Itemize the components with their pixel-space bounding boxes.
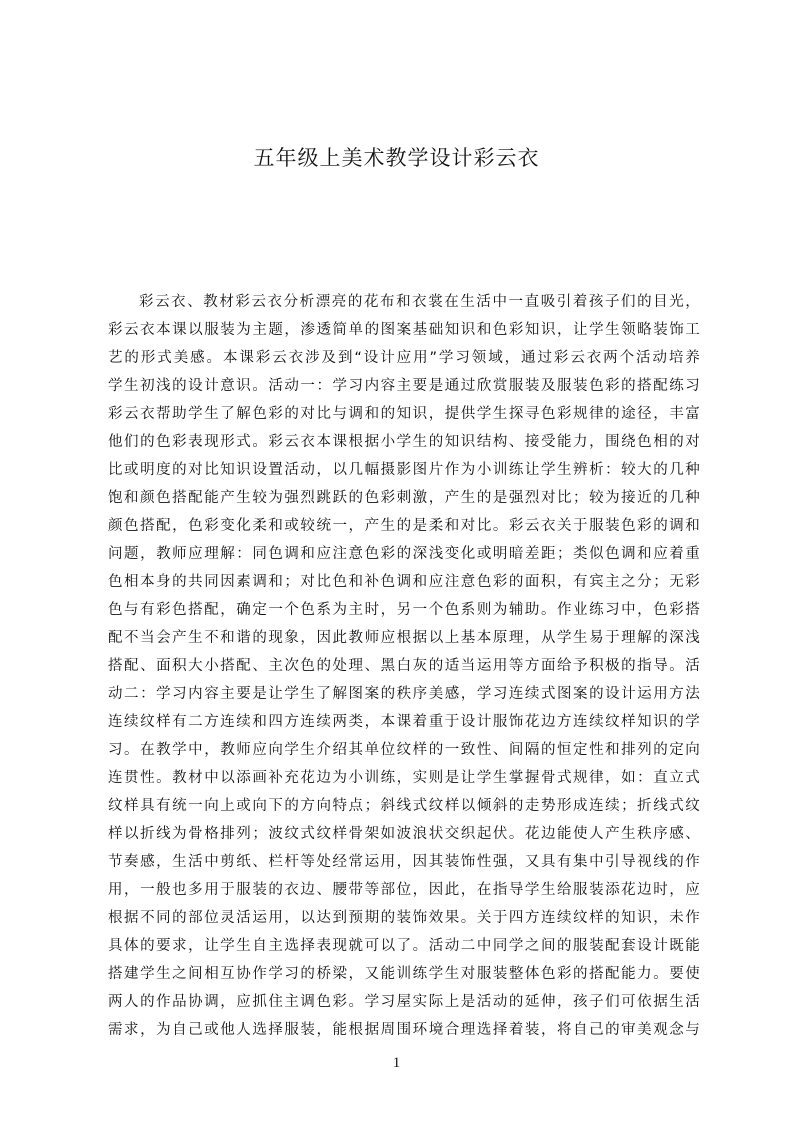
text-line: 饱和颜色搭配能产生较为强烈跳跃的色彩刺激，产生的是强烈对比；较为接近的几种 — [108, 490, 700, 506]
text-line: 颜色搭配，色彩变化柔和或较统一，产生的是柔和对比。彩云衣关于服装色彩的调和 — [108, 518, 700, 534]
text-line: 具体的要求，让学生自主选择表现就可以了。活动二中同学之间的服装配套设计既能 — [108, 938, 700, 954]
text-line: 彩云衣、教材彩云衣分析漂亮的花布和衣裳在生活中一直吸引着孩子们的目光， — [139, 294, 700, 310]
text-line: 色相本身的共同因素调和；对比色和补色调和应注意色彩的面积，有宾主之分；无彩 — [108, 574, 700, 590]
text-line: 比或明度的对比知识设置活动，以几幅摄影图片作为小训练让学生辨析：较大的几种 — [108, 462, 700, 478]
text-line: 用，一般也多用于服装的衣边、腰带等部位，因此，在指导学生给服装添花边时，应 — [108, 882, 700, 898]
text-line: 学生初浅的设计意识。活动一：学习内容主要是通过欣赏服装及服装色彩的搭配练习 — [108, 378, 700, 394]
text-line: 样以折线为骨格排列；波纹式纹样骨架如波浪状交织起伏。花边能使人产生秩序感、 — [108, 826, 700, 842]
text-line: 习。在教学中，教师应向学生介绍其单位纹样的一致性、间隔的恒定性和排列的定向 — [108, 742, 700, 758]
text-line: 动二：学习内容主要是让学生了解图案的秩序美感，学习连续式图案的设计运用方法 — [108, 686, 700, 702]
body-paragraph — [108, 288, 700, 1044]
text-line: 连续纹样有二方连续和四方连续两类，本课着重于设计服饰花边方连续纹样知识的学 — [108, 714, 700, 730]
page-number: 1 — [392, 1055, 401, 1071]
text-line: 问题，教师应理解：同色调和应注意色彩的深浅变化或明暗差距；类似色调和应着重 — [108, 546, 700, 562]
text-line: 色与有彩色搭配，确定一个色系为主时，另一个色系则为辅助。作业练习中，色彩搭 — [108, 602, 700, 618]
text-line: 彩云衣帮助学生了解色彩的对比与调和的知识，提供学生探寻色彩规律的途径，丰富 — [108, 406, 700, 422]
text-line: 节奏感，生活中剪纸、栏杆等处经常运用，因其装饰性强，又具有集中引导视线的作 — [108, 854, 700, 870]
text-line: 搭建学生之间相互协作学习的桥梁，又能训练学生对服装整体色彩的搭配能力。要使 — [108, 966, 700, 982]
text-line: 根据不同的部位灵活运用，以达到预期的装饰效果。关于四方连续纹样的知识，未作 — [108, 910, 700, 926]
document-title: 五年级上美术教学设计彩云衣 — [253, 146, 540, 170]
text-line: 纹样具有统一向上或向下的方向特点；斜线式纹样以倾斜的走势形成连续；折线式纹 — [108, 798, 700, 814]
text-line: 需求，为自己或他人选择服装，能根据周围环境合理选择着装，将自己的审美观念与 — [108, 1022, 700, 1038]
text-line: 连贯性。教材中以添画补充花边为小训练，实则是让学生掌握骨式规律，如：直立式 — [108, 770, 700, 786]
text-line: 配不当会产生不和谐的现象，因此教师应根据以上基本原理，从学生易于理解的深浅 — [108, 630, 700, 646]
text-line: 搭配、面积大小搭配、主次色的处理、黑白灰的适当运用等方面给予积极的指导。活 — [108, 658, 700, 674]
text-line: 两人的作品协调，应抓住主调色彩。学习屋实际上是活动的延伸，孩子们可依据生活 — [108, 994, 700, 1010]
text-line: 彩云衣本课以服装为主题，渗透简单的图案基础知识和色彩知识，让学生领略装饰工 — [108, 322, 700, 338]
text-line: 艺的形式美感。本课彩云衣涉及到“设计应用”学习领域，通过彩云衣两个活动培养 — [108, 350, 700, 366]
text-line: 他们的色彩表现形式。彩云衣本课根据小学生的知识结构、接受能力，围绕色相的对 — [108, 434, 700, 450]
